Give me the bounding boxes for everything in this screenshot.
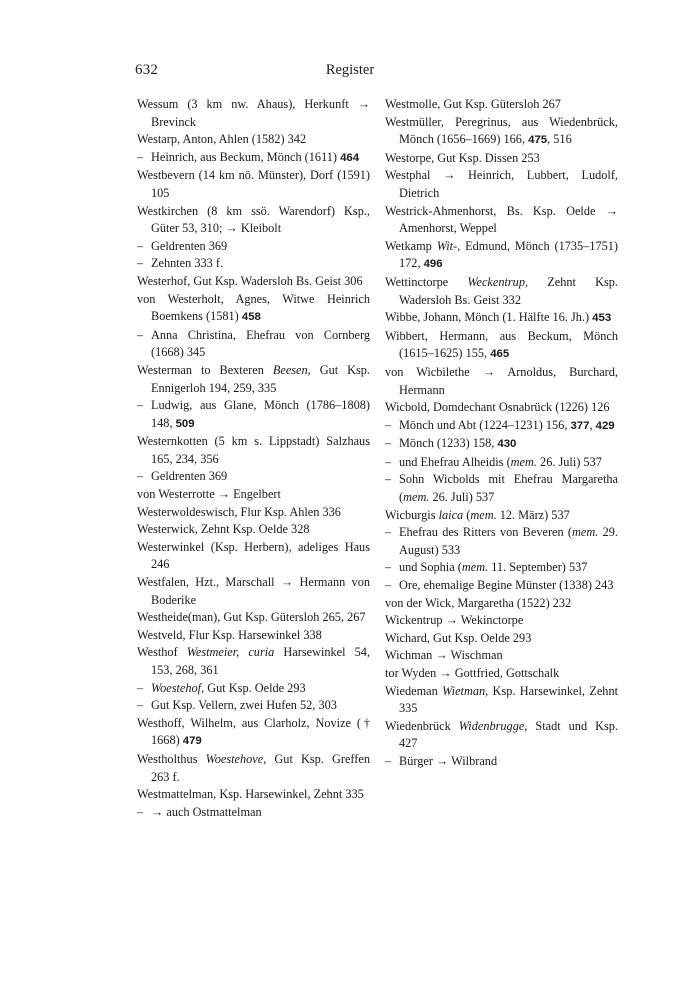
entry-text: Wibbe, Johann, Mönch (1. Hälfte 16. Jh.): [385, 310, 593, 325]
entry-text: und Ehefrau Alheidis (: [399, 454, 511, 469]
bold-page-ref: 509: [175, 417, 195, 430]
entry-text: von Westerrotte → Engelbert: [137, 487, 281, 502]
entry-text: Westphal → Heinrich, Lubbert, Ludolf, Dietrich: [385, 168, 618, 200]
index-entry: [385, 203, 618, 238]
bold-page-ref: 377: [570, 419, 590, 432]
index-entry: [385, 309, 618, 328]
italic-term: mem.: [403, 490, 430, 505]
index-entry: [385, 718, 618, 753]
index-entry: [137, 504, 370, 522]
entry-text: Westernkotten (5 km s. Lippstadt) Salzhaus 165, 234, 356: [137, 434, 370, 466]
index-subentry: [137, 804, 370, 822]
entry-text: , 516: [547, 132, 572, 147]
index-entry: [385, 630, 618, 648]
index-entry: [137, 644, 370, 679]
index-subentry: [385, 577, 618, 595]
index-entry: [385, 595, 618, 613]
entry-text: Westmolle, Gut Ksp. Gütersloh 267: [385, 97, 561, 111]
entry-text: Wiedeman: [385, 683, 443, 698]
index-entry: [385, 114, 618, 150]
entry-text: Wicburgis: [385, 507, 439, 522]
index-subentry: [137, 327, 370, 362]
index-entry: [137, 131, 370, 149]
entry-text: , Gut Ksp. Ennigerloh 194, 259, 335: [151, 362, 370, 395]
entry-text: Wetkamp: [385, 238, 437, 253]
index-subentry: [385, 454, 618, 472]
italic-term: Weckentrup: [467, 274, 525, 289]
entry-text: , Ksp. Harsewinkel, Zehnt 335: [399, 683, 619, 716]
entry-text: Geldrenten 369: [151, 469, 228, 484]
entry-text: Wettinctorpe: [385, 274, 468, 289]
italic-term: mem.: [461, 560, 489, 575]
index-entry: [385, 238, 618, 274]
entry-text: Mönch und Abt (1224–1231) 156,: [399, 417, 571, 432]
italic-term: mem.: [510, 454, 537, 469]
entry-text: tor Wyden → Gottfried, Gottschalk: [385, 666, 560, 680]
entry-text: Geldrenten 369: [151, 238, 228, 253]
index-entry: [385, 507, 618, 525]
entry-text: Wicbold, Domdechant Osnabrück (1226) 126: [385, 400, 610, 415]
entry-text: Westhoff, Wilhelm, aus Clarholz, Novize († 1668): [137, 715, 370, 748]
index-entry: [137, 362, 370, 397]
index-subentry: [137, 149, 370, 168]
index-subentry: [137, 397, 370, 433]
entry-text: , Stadt und Ksp. 427: [399, 718, 618, 751]
index-entry: [137, 203, 370, 238]
entry-text: Westfalen, Hzt., Marschall → Hermann von Boderike: [137, 575, 370, 607]
entry-text: 29. August) 533: [399, 525, 618, 557]
index-entry: [137, 574, 370, 609]
entry-text: Wickentrup → Wekinctorpe: [385, 613, 524, 628]
index-entry: [385, 612, 618, 630]
italic-term: mem.: [572, 525, 599, 540]
index-subentry: [137, 697, 370, 715]
entry-text: Heinrich, aus Beckum, Mönch (1611): [151, 149, 341, 164]
index-entry: [137, 433, 370, 468]
index-entry: [385, 150, 618, 168]
entry-text: Westerhof, Gut Ksp. Wadersloh Bs. Geist 306: [137, 273, 363, 288]
entry-text: ,: [589, 417, 596, 432]
entry-text: von Wicbilethe → Arnoldus, Burchard, Hermann: [385, 364, 618, 397]
entry-text: Westarp, Anton, Ahlen (1582) 342: [137, 132, 307, 147]
index-subentry: [385, 417, 618, 436]
entry-text: Westmüller, Peregrinus, aus Wiedenbrück, Mönch (1656–1669) 166,: [385, 114, 618, 147]
index-subentry: [137, 255, 370, 273]
index-entry: [385, 364, 618, 399]
italic-term: mem.: [470, 507, 497, 522]
index-entry: [137, 539, 370, 574]
entry-text: Westerwinkel (Ksp. Herbern), adeliges Haus 246: [137, 539, 370, 572]
entry-text: 11. September) 537: [488, 560, 588, 575]
index-entry: [137, 627, 370, 645]
italic-term: Wietman: [442, 683, 486, 698]
entry-text: 12. März) 537: [496, 507, 570, 522]
entry-text: , Edmund, Mönch (1735–1751) 172,: [399, 238, 619, 271]
italic-term: Beesen: [272, 362, 308, 377]
index-entry: [385, 647, 618, 665]
bold-page-ref: 479: [182, 735, 202, 748]
index-entry: [385, 96, 618, 114]
bold-page-ref: 429: [595, 419, 615, 432]
entry-text: Westerman to Bexteren: [137, 362, 273, 377]
index-entry: [137, 751, 370, 786]
entry-text: Zehnten 333 f.: [151, 256, 224, 271]
bold-page-ref: 464: [340, 151, 360, 164]
bold-page-ref: 496: [423, 258, 443, 271]
entry-text: Anna Christina, Ehefrau von Cornberg (1668) 345: [151, 327, 370, 360]
entry-text: Westkirchen (8 km ssö. Warendorf) Ksp., Güter 53, 310; → Kleibolt: [137, 203, 370, 236]
index-entry: [137, 486, 370, 504]
italic-term: Wit-: [436, 238, 458, 253]
entry-text: Harsewinkel 54, 153, 268, 361: [151, 645, 370, 677]
entry-text: (: [463, 507, 471, 522]
index-subentry: [385, 753, 618, 771]
entry-text: von Westerholt, Agnes, Witwe Heinrich Boemkens (1581): [137, 291, 370, 324]
italic-term: Widenbrugge: [458, 718, 525, 733]
entry-text: Westorpe, Gut Ksp. Dissen 253: [385, 150, 540, 165]
index-entry: [137, 786, 370, 804]
italic-term: laica: [438, 507, 464, 522]
entry-text: Westerwoldeswisch, Flur Ksp. Ahlen 336: [137, 504, 341, 519]
entry-text: und Sophia (: [399, 560, 462, 575]
index-entry: [385, 328, 618, 364]
index-entry: [137, 609, 370, 627]
index-entry: [385, 683, 618, 718]
entry-text: Mönch (1233) 158,: [399, 436, 498, 451]
bold-page-ref: 465: [490, 348, 510, 361]
entry-text: → auch Ostmattelman: [151, 804, 262, 819]
entry-text: Sohn Wicbolds mit Ehefrau Margaretha (: [399, 472, 618, 505]
entry-text: Ludwig, aus Glane, Mönch (1786–1808) 148,: [151, 398, 370, 430]
entry-text: von der Wick, Margaretha (1522) 232: [385, 595, 572, 610]
entry-text: Ehefrau des Ritters von Beveren (: [399, 525, 573, 540]
entry-text: Westrick-Ahmenhorst, Bs. Ksp. Oelde → Amenhorst, Weppel: [385, 203, 618, 236]
entry-text: Wiedenbrück: [385, 718, 459, 733]
entry-text: Westbevern (14 km nö. Münster), Dorf (1591) 105: [137, 168, 370, 200]
index-entry: [137, 521, 370, 539]
index-entry: [385, 399, 618, 417]
italic-term: Westmeier, curia: [186, 645, 275, 660]
index-subentry: [385, 435, 618, 454]
index-entry: [137, 96, 370, 131]
entry-text: Bürger → Wilbrand: [399, 753, 498, 768]
index-entry: [385, 274, 618, 309]
index-column-right: [385, 96, 618, 771]
entry-text: , Gut Ksp. Oelde 293: [201, 680, 306, 695]
running-head: Register: [325, 62, 375, 78]
entry-text: Westhof: [137, 645, 187, 660]
entry-text: Wichman → Wischman: [385, 648, 503, 663]
entry-text: , Zehnt Ksp. Wadersloh Bs. Geist 332: [399, 274, 618, 307]
italic-term: Woestehove: [205, 751, 264, 766]
index-entry: [137, 291, 370, 327]
index-entry: [137, 273, 370, 291]
index-subentry: [385, 524, 618, 559]
index-entry: [385, 665, 618, 683]
index-subentry: [137, 238, 370, 256]
bold-page-ref: 430: [497, 438, 517, 451]
entry-text: Westholthus: [137, 751, 206, 766]
index-entry: [137, 715, 370, 751]
index-entry: [385, 167, 618, 202]
bold-page-ref: 458: [241, 311, 261, 324]
page-number: 632: [135, 62, 159, 78]
entry-text: Wichard, Gut Ksp. Oelde 293: [385, 630, 532, 645]
entry-text: 26. Juli) 537: [429, 490, 495, 505]
bold-page-ref: 453: [592, 312, 612, 325]
entry-text: Westerwick, Zehnt Ksp. Oelde 328: [137, 522, 310, 537]
index-subentry: [137, 680, 370, 698]
index-entry: [137, 167, 370, 202]
italic-term: Woestehof: [151, 680, 202, 695]
entry-text: Westmattelman, Ksp. Harsewinkel, Zehnt 335: [137, 787, 364, 802]
bold-page-ref: 475: [528, 134, 548, 147]
entry-text: Wibbert, Hermann, aus Beckum, Mönch (1615–1625) 155,: [385, 328, 618, 361]
entry-text: Ore, ehemalige Begine Münster (1338) 243: [399, 578, 614, 593]
entry-text: 26. Juli) 537: [536, 454, 602, 469]
entry-text: Westheide(man), Gut Ksp. Gütersloh 265, 267: [137, 610, 366, 625]
entry-text: Gut Ksp. Vellern, zwei Hufen 52, 303: [151, 698, 337, 713]
index-subentry: [385, 559, 618, 577]
entry-text: , Gut Ksp. Greffen 263 f.: [151, 751, 370, 784]
index-subentry: [137, 468, 370, 486]
index-column-left: [137, 96, 370, 821]
entry-text: Westveld, Flur Ksp. Harsewinkel 338: [137, 627, 322, 642]
index-subentry: [385, 471, 618, 506]
entry-text: Wessum (3 km nw. Ahaus), Herkunft → Brevinck: [137, 97, 370, 129]
